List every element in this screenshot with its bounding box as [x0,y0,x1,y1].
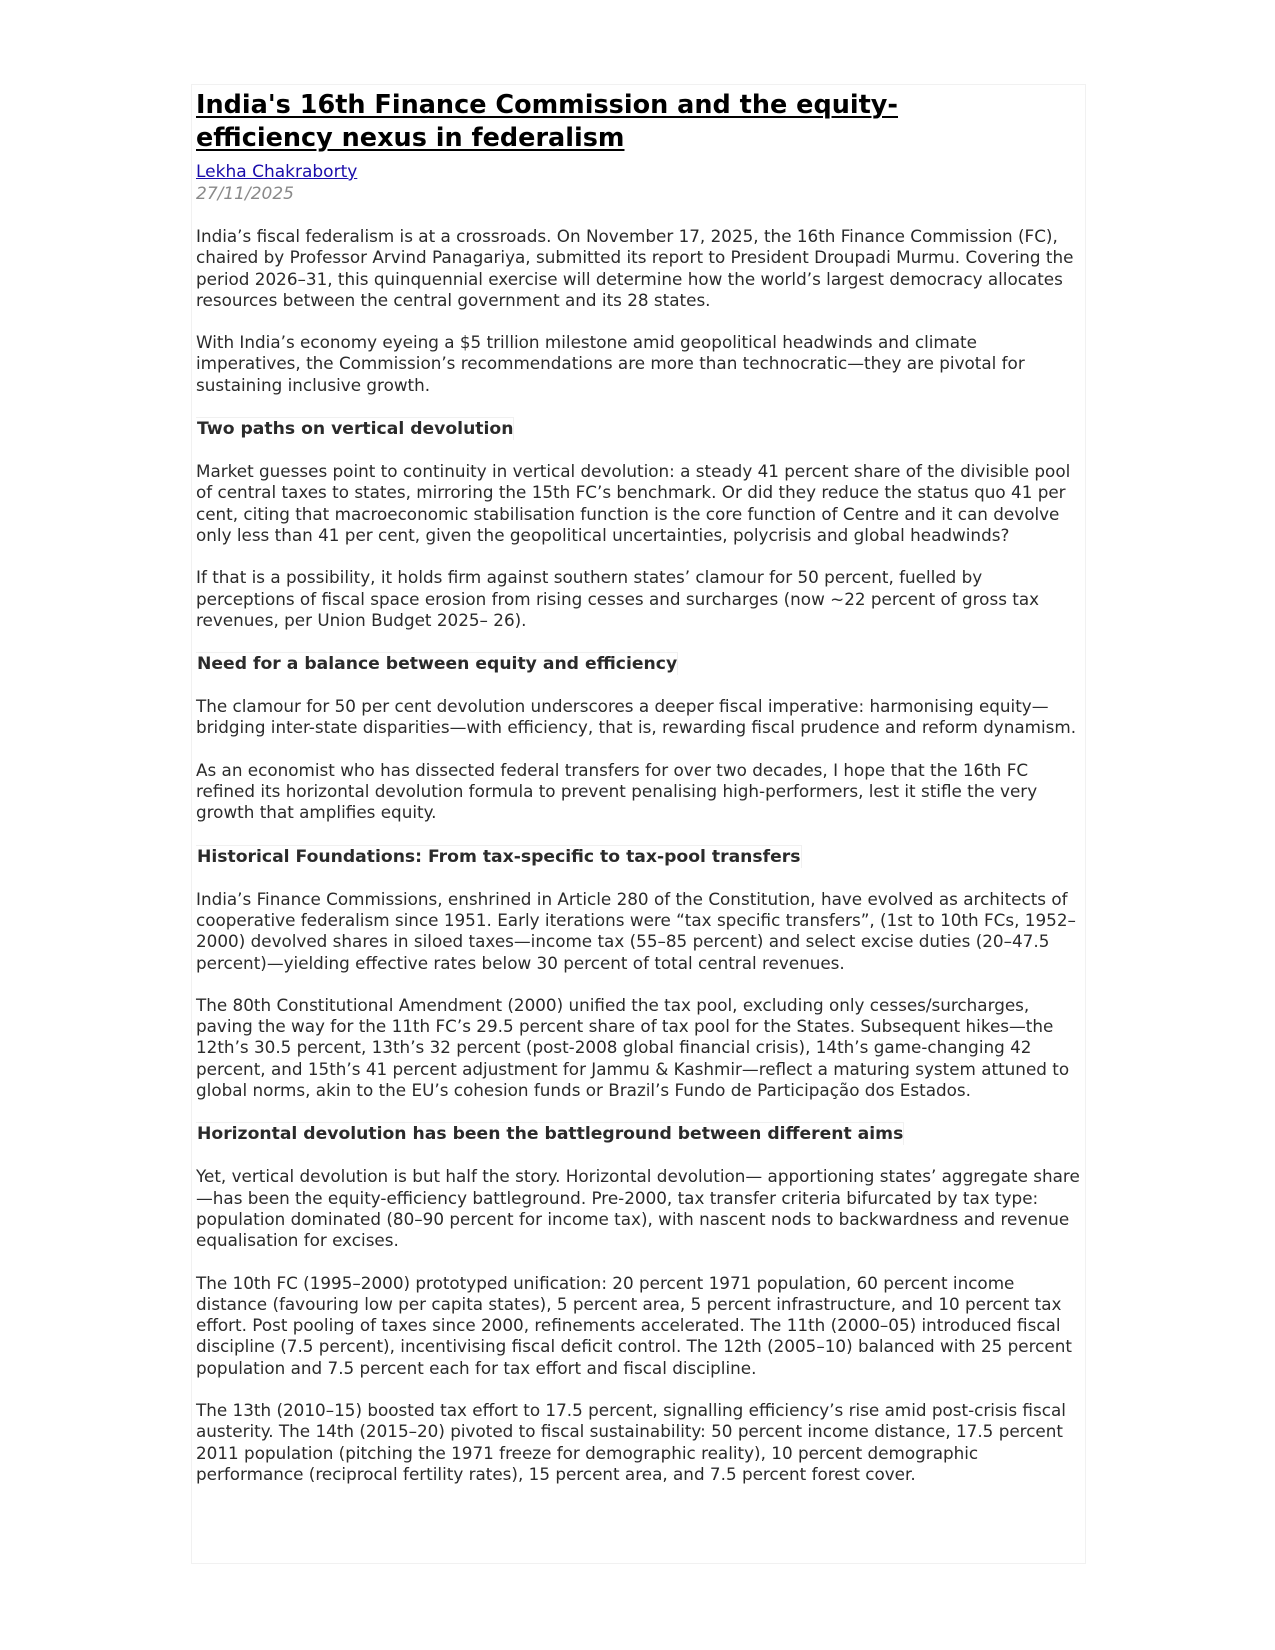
body-paragraph: The 13th (2010–15) boosted tax effort to 17.5 percent, signalling efficiency’s rise amid post-crisis fiscal austerity. The 14th (2015–20) pivoted to fiscal sustainability: 50 percent income distance, 17.5 percent 2011 population (pitching the 1971 freeze for demographic reality), 10 percent demographic performance (reciprocal fertility rates), 15 percent area, and 7.5 percent forest cover. [196,1399,1066,1484]
body-paragraph: As an economist who has dissected federal transfers for over two decades, I hope that the 16th FC refined its horizontal devolution formula to prevent penalising high-performers, lest it stifle the very growth that amplifies equity. [196,759,1038,823]
body-paragraph: The clamour for 50 per cent devolution underscores a deeper fiscal imperative: harmonising equity—bridging inter-state disparities—with efficiency, that is, rewarding fiscal prudence and reform dynamism. [196,696,1077,738]
body-paragraph: Market guesses point to continuity in vertical devolution: a steady 41 percent share of the divisible pool of central taxes to states, mirroring the 15th FC’s benchmark. Or did they reduce the status quo 41 per cent, citing that macroeconomic stabilisation function is the core function of Centre and it can devolve only less than 41 per cent, given the geopolitical uncertainties, polycrisis and global headwinds? [196,461,1071,545]
author-link[interactable]: Lekha Chakraborty [196,162,358,182]
body-paragraph: If that is a possibility, it holds firm against southern states’ clamour for 50 percent, fuelled by perceptions of fiscal space erosion from rising cesses and surcharges (now ~22 percent of gross tax revenues, per Union Budget 2025– 26). [196,567,1040,630]
article-title [196,89,956,155]
body-paragraph: Yet, vertical devolution is but half the story. Horizontal devolution— apportioning states’ aggregate share—has been the equity-efficiency battleground. Pre-2000, tax transfer criteria bifurcated by tax type: population dominated (80–90 percent for income tax), with nascent nods to backwardness and revenue equalisation for excises. [196,1166,1080,1251]
body-paragraph: India’s fiscal federalism is at a crossroads. On November 17, 2025, the 16th Finance Commission (FC), chaired by Professor Arvind Panagariya, submitted its report to President Droupadi Murmu. Covering the period 2026–31, this quinquennial exercise will determine how the world’s largest democracy allocates resources between the central government and its 28 states. [196,226,1074,310]
publish-date: 27/11/2025 [196,184,294,204]
body-paragraph: The 10th FC (1995–2000) prototyped unification: 20 percent 1971 population, 60 percent income distance (favouring low per capita states), 5 percent area, 5 percent infrastructure, and 10 percent tax effort. Post pooling of taxes since 2000, refinements accelerated. The 11th (2000–05) introduced fiscal discipline (7.5 percent), incentivising fiscal deficit control. The 12th (2005–10) balanced with 25 percent population and 7.5 percent each for tax effort and fiscal discipline. [196,1272,1072,1378]
section-heading: Need for a balance between equity and efficiency [197,654,678,675]
article-body [196,226,1085,1485]
section-heading: Horizontal devolution has been the battleground between different aims [197,1124,904,1145]
article-page [191,84,1086,1564]
body-paragraph: India’s Finance Commissions, enshrined in Article 280 of the Constitution, have evolved as architects of cooperative federalism since 1951. Early iterations were “tax specific transfers”, (1st to 10th FCs, 1952–2000) devolved shares in siloed taxes—income tax (55–85 percent) and select excise duties (20–47.5 percent)—yielding effective rates below 30 percent of total central revenues. [196,888,1076,973]
section-heading: Historical Foundations: From tax-specific to tax-pool transfers [197,846,801,867]
body-paragraph: The 80th Constitutional Amendment (2000) unified the tax pool, excluding only cesses/surcharges, paving the way for the 11th FC’s 29.5 percent share of tax pool for the States. Subsequent hikes—the 12th’s 30.5 percent, 13th’s 32 percent (post-2008 global financial crisis), 14th’s game-changing 42 percent, and 15th’s 41 percent adjustment for Jammu & Kashmir—reflect a maturing system attuned to global norms, akin to the EU’s cohesion funds or Brazil’s Fundo de Participação dos Estados. [196,994,1070,1101]
section-heading: Two paths on vertical devolution [197,419,514,440]
body-paragraph: With India’s economy eyeing a $5 trillion milestone amid geopolitical headwinds and climate imperatives, the Commission’s recommendations are more than technocratic—they are pivotal for sustaining inclusive growth. [196,332,1025,395]
article-title-link[interactable]: India's 16th Finance Commission and the equity-efficiency nexus in federalism [196,90,898,153]
